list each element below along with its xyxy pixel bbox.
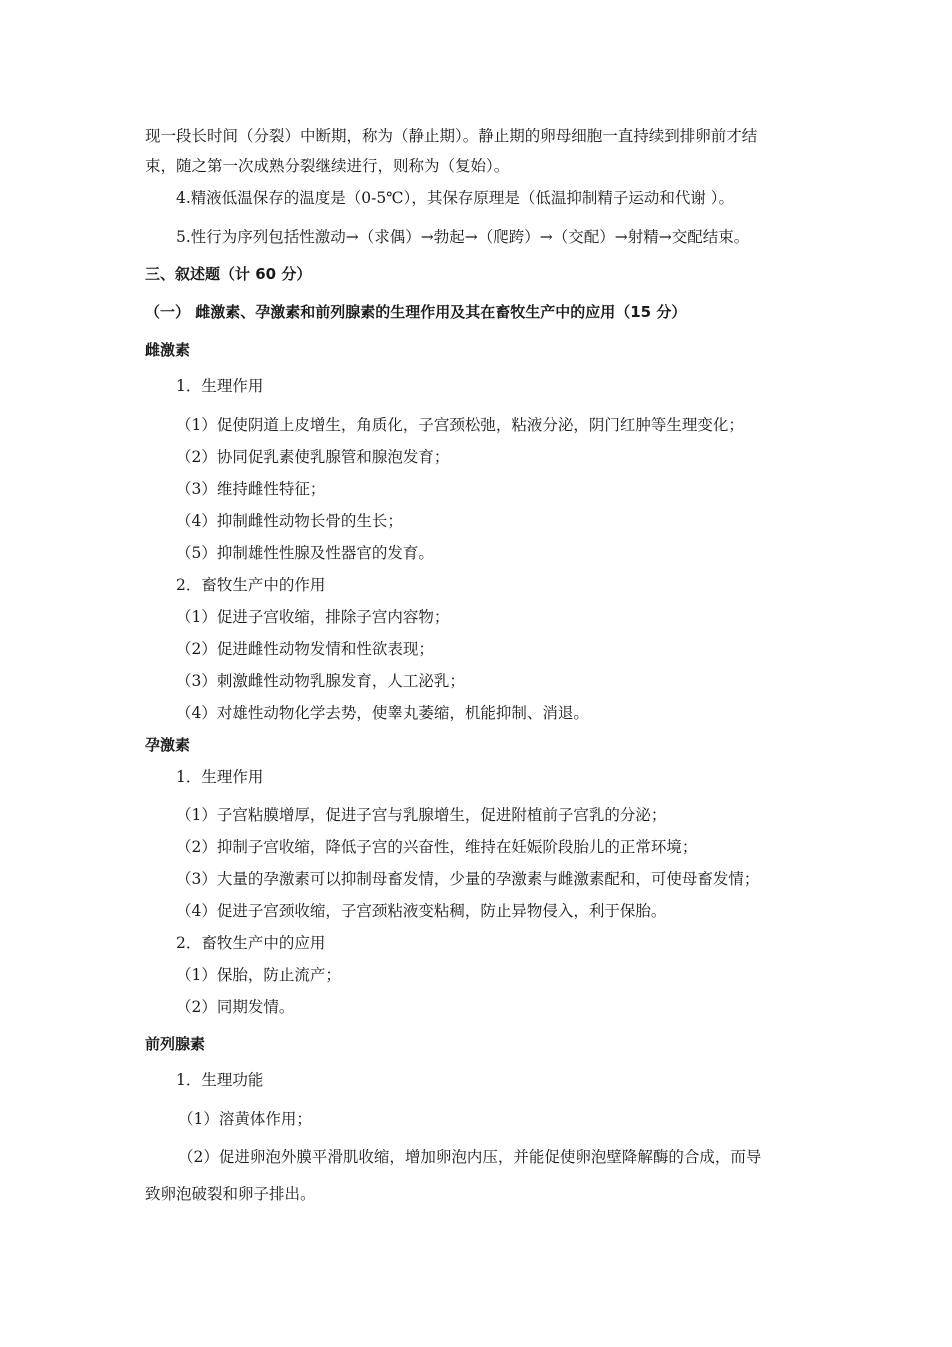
list-item: （1）溶黄体作用； bbox=[178, 1110, 312, 1128]
paragraph-line: 现一段长时间（分裂）中断期，称为（静止期）。静止期的卵母细胞一直持续到排卵前才结 bbox=[145, 127, 758, 145]
section-title: 三、叙述题（计 60 分） bbox=[145, 265, 312, 283]
paragraph-line: 束，随之第一次成熟分裂继续进行，则称为（复始）。 bbox=[145, 157, 510, 175]
list-item: （4）抑制雌性动物长骨的生长； bbox=[176, 512, 403, 530]
list-title: 1．生理功能 bbox=[176, 1071, 264, 1089]
list-title: 2．畜牧生产中的作用 bbox=[176, 576, 326, 594]
subsection-title: （一） 雌激素、孕激素和前列腺素的生理作用及其在畜牧生产中的应用（15 分） bbox=[145, 303, 687, 321]
heading-progesterone: 孕激素 bbox=[145, 736, 191, 754]
list-item: （5）抑制雄性性腺及性器官的发育。 bbox=[176, 544, 434, 562]
answer-item-4: 4.精液低温保存的温度是（0-5℃），其保存原理是（低温抑制精子运动和代谢 ）。 bbox=[176, 189, 735, 207]
list-item: （2）协同促乳素使乳腺管和腺泡发育； bbox=[176, 448, 450, 466]
list-item: （3）刺激雌性动物乳腺发育，人工泌乳； bbox=[176, 672, 465, 690]
list-item: （1）保胎，防止流产； bbox=[176, 966, 341, 984]
list-title: 1．生理作用 bbox=[176, 768, 264, 786]
paragraph-line: 致卵泡破裂和卵子排出。 bbox=[145, 1185, 316, 1203]
list-item: （3）大量的孕激素可以抑制母畜发情，少量的孕激素与雌激素配和，可使母畜发情； bbox=[176, 870, 760, 888]
list-item: （2）同期发情。 bbox=[176, 998, 295, 1016]
list-item: （3）维持雌性特征； bbox=[176, 480, 326, 498]
list-title: 1．生理作用 bbox=[176, 377, 264, 395]
list-item: （2）促进卵泡外膜平滑肌收缩，增加卵泡内压，并能促使卵泡壁降解酶的合成，而导 bbox=[178, 1148, 762, 1166]
list-item: （1）促使阴道上皮增生，角质化，子宫颈松弛，粘液分泌，阴门红肿等生理变化； bbox=[176, 416, 744, 434]
list-item: （1）子宫粘膜增厚，促进子宫与乳腺增生，促进附植前子宫乳的分泌； bbox=[176, 806, 667, 824]
list-title: 2．畜牧生产中的应用 bbox=[176, 934, 326, 952]
list-item: （2）促进雌性动物发情和性欲表现； bbox=[176, 640, 434, 658]
answer-item-5: 5.性行为序列包括性激动→（求偶）→勃起→（爬跨）→（交配）→射精→交配结束。 bbox=[176, 228, 750, 246]
list-item: （1）促进子宫收缩，排除子宫内容物； bbox=[176, 608, 450, 626]
list-item: （4）对雄性动物化学去势，使睾丸萎缩，机能抑制、消退。 bbox=[176, 704, 589, 722]
heading-prostaglandin: 前列腺素 bbox=[145, 1035, 206, 1053]
list-item: （2）抑制子宫收缩，降低子宫的兴奋性，维持在妊娠阶段胎儿的正常环境； bbox=[176, 838, 698, 856]
list-item: （4）促进子宫颈收缩，子宫颈粘液变粘稠，防止异物侵入，利于保胎。 bbox=[176, 902, 667, 920]
heading-estrogen: 雌激素 bbox=[145, 341, 191, 359]
